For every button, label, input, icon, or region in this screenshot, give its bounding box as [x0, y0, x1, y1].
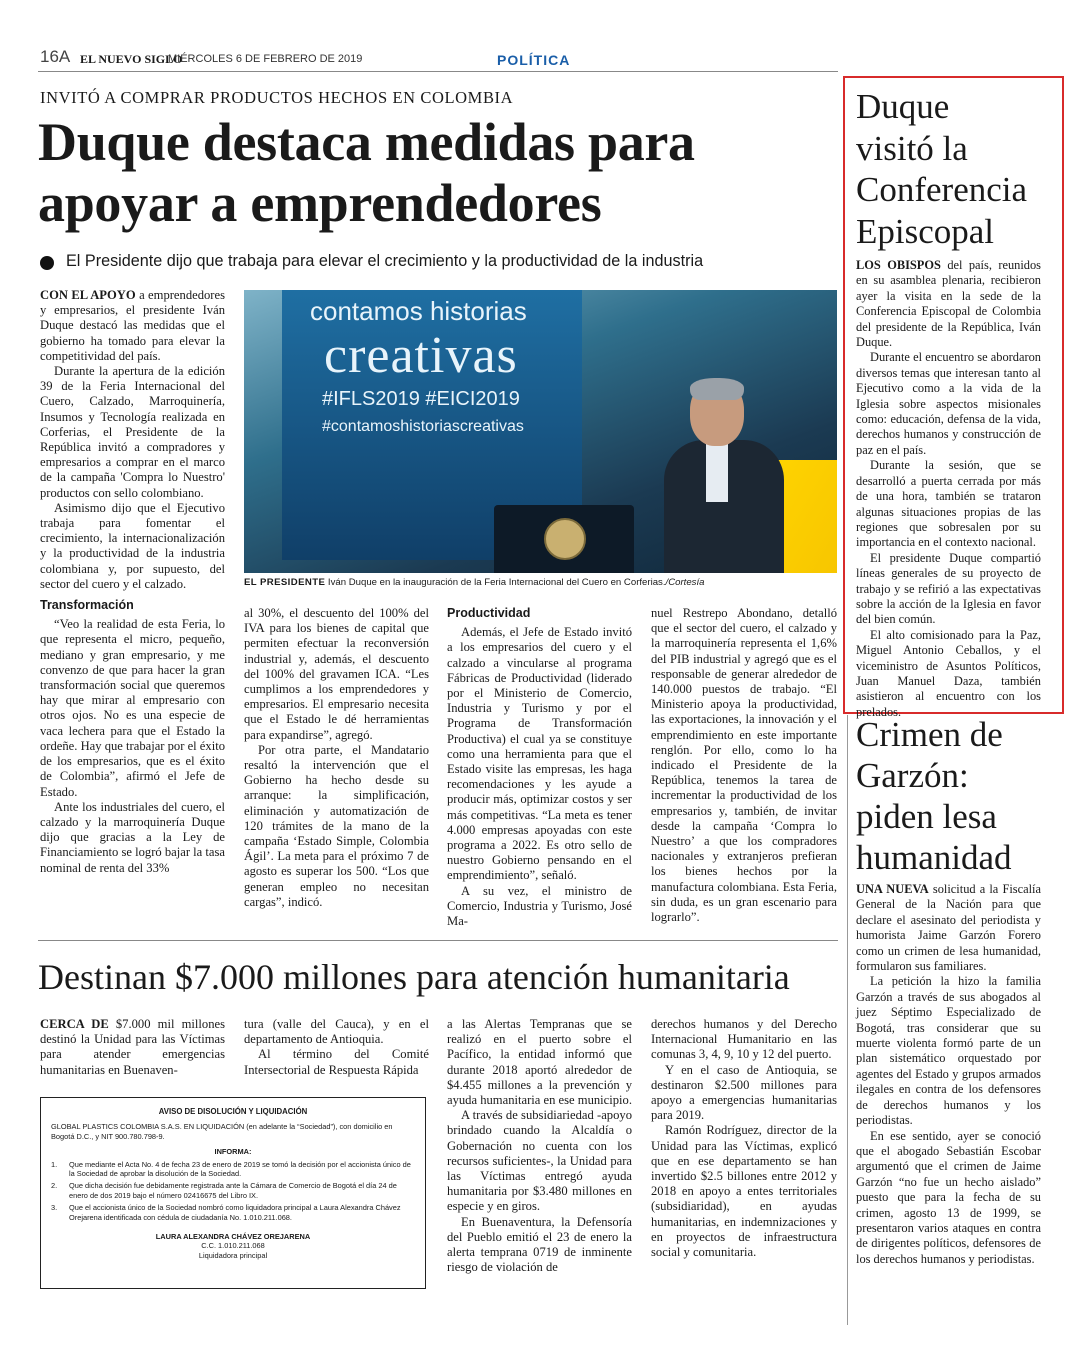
headline-line: Duque [856, 87, 950, 126]
headline-line: humanidad [856, 838, 1012, 877]
lead-in: CON EL APOYO [40, 288, 136, 302]
headline-line: Crimen de [856, 715, 1003, 754]
sidebar1-body [856, 258, 1041, 720]
sidebar1-headline [856, 86, 1056, 252]
banner-text: creativas [324, 327, 518, 384]
paragraph: Durante el encuentro se abordaron diversos temas que interesan tanto al Ejecutivo como a la vida de la Iglesia sobre aspectos misionales como: educación, defensa de la vida, derechos humanos y construcción de paz en el país. [856, 350, 1041, 457]
paragraph: Ante los industriales del cuero, el calzado y la marroquinería Duque dijo que gracias a la Ley de Financiamiento se logró bajar la tasa nominal de renta del 33% [40, 799, 225, 875]
story-divider [38, 940, 838, 941]
main-column-4 [651, 606, 837, 925]
item-number: 2. [51, 1181, 58, 1191]
main-headline-line1: Duque destaca medidas para [38, 112, 695, 172]
paragraph: Además, el Jefe de Estado invitó a los empresarios del cuero y el calzado a vincularse al programa Fábricas de Productividad (liderado por el Ministerio de Comercio, Industria y Turismo y por el Programa de Transformación Productiva) el cual ya se constituye como una herramienta para que el Estado visite las empresas, les haga recomendaciones y les ayude a producir más, optimizar costos y ser más competitivas. “La meta es tener 4.000 empresas apoyadas con este programa a 2022. Es otro sello de nuestro Gobierno pensando en el emprendimiento”, señaló. [447, 625, 632, 883]
subhead: Productividad [447, 606, 531, 620]
headline-line: Conferencia [856, 170, 1028, 209]
paragraph: El alto comisionado para la Paz, Miguel Antonio Ceballos, y el viceministro de Asuntos Políticos, Juan Manuel Daza, también asistieron al encuentro con los prelados. [856, 627, 1041, 719]
banner-text: #IFLS2019 #EICI2019 [322, 388, 520, 410]
lead-in: UNA NUEVA [856, 882, 929, 896]
story2-column-3 [447, 1017, 632, 1275]
notice-intro: GLOBAL PLASTICS COLOMBIA S.A.S. EN LIQUIDACIÓN (en adelante la “Sociedad”), con domicilio en Bogotá D.C., y NIT 900.780.798-9. [51, 1122, 393, 1141]
notice-item [51, 1203, 415, 1222]
column-divider [847, 715, 848, 1325]
paragraph: a emprendedores y empresarios, el presidente Iván Duque destacó las medidas que el gobierno ha tomado para elevar la competitividad del país. [40, 288, 225, 363]
notice-title: AVISO DE DISOLUCIÓN Y LIQUIDACIÓN [158, 1107, 308, 1116]
story2-column-1 [40, 1017, 225, 1078]
main-column-2 [244, 606, 429, 910]
paragraph: Ramón Rodríguez, director de la Unidad para las Víctimas, explicó que en ese departamento se han invertido $2.5 billones entre 2012 y 2018 en apoyo a entes territoriales (subsidiaridad), en ayudas humanitarias, en indemnizaciones y en proyectos de infraestructura social y comunitaria. [651, 1123, 837, 1260]
notice-item [51, 1160, 415, 1179]
story2-headline: Destinan $7.000 millones para atención humanitaria [38, 957, 790, 997]
headline-line: Garzón: [856, 756, 969, 795]
paragraph: tura (valle del Cauca), y en el departamento de Antioquia. [244, 1017, 429, 1047]
caption-text: Iván Duque en la inauguración de la Feria Internacional del Cuero en Corferias. [325, 577, 666, 588]
headline-line: Episcopal [856, 211, 995, 251]
main-column-1 [40, 288, 225, 876]
notice-signer-id: C.C. 1.010.211.068 [201, 1241, 265, 1251]
paragraph: El presidente Duque compartió líneas generales de su proyecto de trabajo y se refirió a las expectativas sobre la acción de la Iglesia en favor del bien común. [856, 550, 1041, 627]
paragraph: Por otra parte, el Mandatario resaltó la intervención que el Gobierno ha hecho desde su arranque: la simplificación, eliminación y automatización de 120 trámites de la mano de la campaña ‘Estado Simple, Colombia Ágil’. La meta para el próximo 7 de agosto es superar los 500. “Los que generan empleo no necesitan cargas”, indicó. [244, 742, 429, 909]
sidebar2-headline [856, 714, 1056, 878]
story2-column-4 [651, 1017, 837, 1260]
paragraph: Y en el caso de Antioquia, se destinaron $2.500 millones para apoyo a emergencias humanitarias para 2019. [651, 1062, 837, 1123]
paragraph: derechos humanos y del Derecho Internacional Humanitario en las comunas 3, 4, 9, 10 y 12 del puerto. [651, 1017, 837, 1062]
page-number: 16A [40, 47, 71, 66]
paragraph: La petición la hizo la familia Garzón a través de sus abogados al juez Séptimo Especializado de Bogotá, tras considerar que su muerte violenta formó parte de un plan sistemático orquestado por agentes del Estado y grupos armados ilegales en contra de los defensores de derechos humanos y los periodistas. [856, 974, 1041, 1128]
paragraph: nuel Restrepo Abondano, detalló que el sector del cuero, el calzado y la marroquinería representa el 1,6% del PIB industrial y agregó que es el responsable de generar alrededor de 140.000 puestos de trabajo. “El Ministerio apoya la productividad, las exportaciones, la innovación y el emprendimiento en este importante renglón. Por ello, como lo ha indicado el Presidente de la República, tenemos la tarea de incrementar la productividad de los empresarios y, también, de invitar desde la campaña ‘Compra lo Nuestro’ a que los compradores nacionales y extranjeros prefieran los bienes hechos por la manufactura colombiana. Esta Feria, sin duda, es un gran escenario para lograrlo”. [651, 606, 837, 925]
section-label: POLÍTICA [497, 52, 571, 68]
notice-signer: LAURA ALEXANDRA CHÁVEZ OREJARENA [155, 1232, 311, 1242]
paragraph: solicitud a la Fiscalía General de la Nación para que declare el asesinato del periodista y humorista Jaime Garzón Forero como un crimen de lesa humanidad, formularon sus familiares. [856, 882, 1041, 974]
paragraph: Al término del Comité Intersectorial de Respuesta Rápida [244, 1047, 429, 1077]
paragraph: A su vez, el ministro de Comercio, Industria y Turismo, José Ma- [447, 883, 632, 929]
paragraph: Durante la apertura de la edición 39 de la Feria Internacional del Cuero, Calzado, Marroquinería, Insumos y Tecnología realizada en Corferias, el Presidente de la República invitó a compradores y empresarios a comprar en el marco de la campaña 'Compra lo Nuestro' productos con sello colombiano. [40, 364, 225, 500]
headline-line: visitó la [856, 128, 968, 168]
caption-credit: /Cortesía [665, 577, 705, 588]
speaker-hair [690, 378, 744, 400]
notice-item [51, 1181, 415, 1200]
paragraph: En ese sentido, ayer se conoció que el abogado Sebastián Escobar argumentó que el crimen de Jaime Garzón “no fue un hecho aislado” puesto que para la fecha de su crimen, agosto 13 de 1999, se presentaron varios ataques en contra de dirigentes políticos, defensores de los derechos humanos y periodistas. [856, 1128, 1041, 1266]
speaker-shirt [706, 442, 728, 502]
paragraph: A través de subsidiariedad -apoyo brindado cuando la Alcaldía o Gobernación no cuenta con los recursos suficientes-, la Unidad para las Víctimas entregó ayuda humanitaria por $3.480 millones en especie y en giros. [447, 1108, 632, 1214]
item-text: Que dicha decisión fue debidamente registrada ante la Cámara de Comercio de Bogotá el día 24 de enero de dos 2019 bajo el número 02416675 del Libro IX. [69, 1181, 397, 1200]
paragraph: “Veo la realidad de esta Feria, lo que representa el micro, pequeño, mediano y gran empresario, y me convenzo de que para hacer la gran transformación social que queremos hay que mirar al empresario con otros ojos. No es una especie de vaca lechera para que el Estado la ordeñe. Hay que trabajar por el éxito de los empresarios, que es el éxito de Colombia”, afirmó el Jefe de Estado. [40, 617, 225, 799]
photo-caption [244, 577, 837, 588]
president-photo [244, 290, 837, 573]
paragraph: a las Alertas Tempranas que se realizó en el puerto sobre el Pacífico, la entidad informó que durante 2018 aportó alrededor de $4.455 millones a la prevención y ayuda humanitaria en ese municipio. [447, 1017, 632, 1108]
headline-line: piden lesa [856, 797, 997, 836]
newspaper-name: EL NUEVO SIGLO [80, 52, 183, 66]
story2-column-2 [244, 1017, 429, 1078]
notice-inform: INFORMA: [214, 1147, 252, 1157]
subhead: Transformación [40, 598, 134, 613]
item-number: 1. [51, 1159, 58, 1169]
main-headline-line2: apoyar a emprendedores [38, 173, 602, 233]
paragraph: al 30%, el descuento del 100% del IVA para los bienes de capital que permiten efectuar la reconversión industrial y, además, el descuento del 100% del gravamen ICA. “Les cumplimos a los emprendedores y empresarios. El empresario necesita que el Estado le dé herramientas para expandirse”, agregó. [244, 606, 429, 742]
legal-notice [40, 1097, 426, 1289]
main-headline [38, 112, 828, 234]
main-deck: El Presidente dijo que trabaja para elevar el crecimiento y la productividad de la industria [66, 252, 704, 270]
item-number: 3. [51, 1203, 58, 1213]
seal-icon [544, 518, 586, 560]
paragraph: del país, reunidos en su asamblea plenaria, recibieron ayer la visita en la sede de la Conferencia Episcopal de Colombia del presidente de la República, Iván Duque. [856, 258, 1041, 350]
paragraph: Durante la sesión, que se desarrolló a puerta cerrada por más de una hora, también se trataron algunas situaciones propias de las regiones que sobresalen por su importancia en el contexto nacional. [856, 458, 1041, 550]
lead-in: LOS OBISPOS [856, 258, 941, 272]
banner-text: #contamoshistoriascreativas [322, 418, 524, 435]
issue-date: MIÉRCOLES 6 DE FEBRERO DE 2019 [168, 53, 363, 65]
main-kicker: INVITÓ A COMPRAR PRODUCTOS HECHOS EN COLOMBIA [40, 88, 514, 107]
paragraph: Asimismo dijo que el Ejecutivo trabaja para fomentar el crecimiento, la internacionalización y la productividad de la industria colombiana y, por supuesto, del sector del cuero y el calzado. [40, 500, 225, 591]
caption-lead: EL PRESIDENTE [244, 577, 326, 588]
item-text: Que el accionista único de la Sociedad nombró como liquidadora principal a Laura Alexandra Chávez Orejarena identificada con cédula de ciudadanía No. 1.010.211.068. [69, 1203, 401, 1222]
paragraph: En Buenaventura, la Defensoría del Pueblo emitió el 23 de enero la alerta temprana 0719 de inminente riesgo de violación de [447, 1214, 632, 1275]
notice-signer-role: Liquidadora principal [198, 1250, 268, 1260]
banner-text: contamos historias [310, 296, 527, 326]
paragraph: $7.000 mil millones destinó la Unidad para las Víctimas para atender emergencias humanitarias en Buenaven- [40, 1017, 225, 1077]
item-text: Que mediante el Acta No. 4 de fecha 23 de enero de 2019 se tomó la decisión por el accionista único de la Sociedad de aprobar la disolución de la Sociedad. [69, 1159, 411, 1179]
bullet-icon [40, 256, 54, 270]
lead-in: CERCA DE [40, 1017, 109, 1031]
sidebar2-body [856, 882, 1041, 1267]
main-column-3 [447, 604, 632, 929]
header-divider [38, 71, 838, 72]
